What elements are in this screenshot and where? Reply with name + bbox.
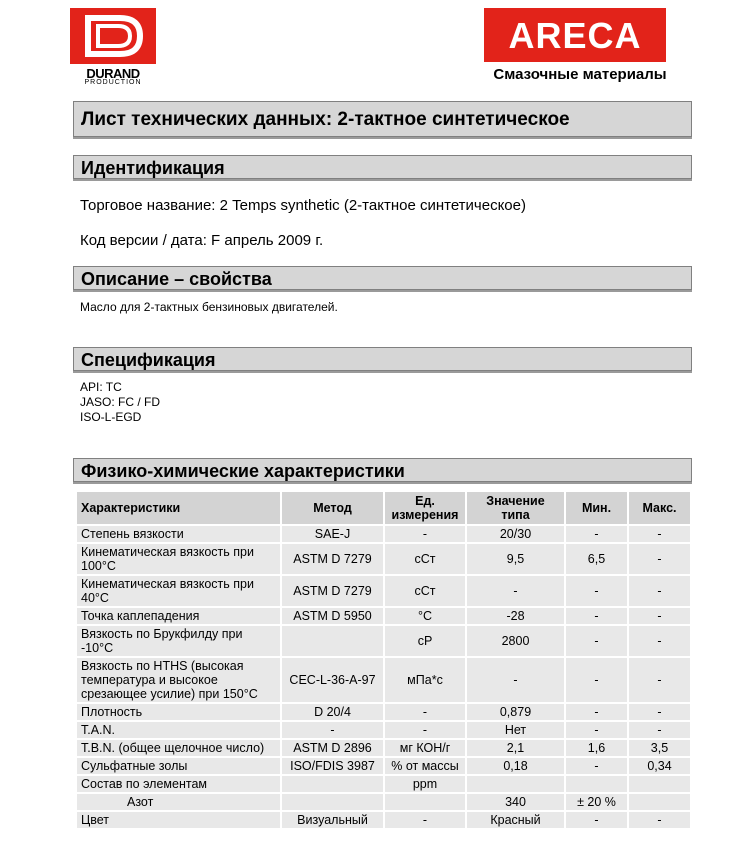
table-cell: Вязкость по Брукфилду при -10°C	[76, 625, 281, 657]
table-cell: Красный	[466, 811, 565, 829]
table-cell: Нет	[466, 721, 565, 739]
table-cell: Кинематическая вязкость при 40°C	[76, 575, 281, 607]
table-cell: -	[565, 607, 628, 625]
properties-table	[75, 490, 692, 830]
table-cell: 340	[466, 793, 565, 811]
table-cell: 9,5	[466, 543, 565, 575]
table-cell: ASTM D 2896	[281, 739, 384, 757]
page-title: Лист технических данных: 2-тактное синтетическое	[73, 101, 692, 137]
table-cell: -	[628, 703, 691, 721]
col-header: Характеристики	[76, 491, 281, 525]
spec-line: ISO-L-EGD	[80, 410, 142, 424]
table-cell: D 20/4	[281, 703, 384, 721]
table-cell: 6,5	[565, 543, 628, 575]
description-text: Масло для 2-тактных бензиновых двигателей.	[80, 300, 338, 314]
table-cell: ± 20 %	[565, 793, 628, 811]
table-cell: -	[628, 525, 691, 543]
table-cell: Вязкость по HTHS (высокая температура и высокое срезающее усилие) при 150°C	[76, 657, 281, 703]
table-cell: -	[628, 607, 691, 625]
table-cell: ISO/FDIS 3987	[281, 757, 384, 775]
table-cell	[565, 775, 628, 793]
table-row	[76, 657, 691, 703]
table-cell	[384, 793, 466, 811]
table-cell: -	[384, 703, 466, 721]
durand-wordmark: DURAND	[86, 66, 140, 81]
table-cell: сСт	[384, 575, 466, 607]
table-cell: ppm	[384, 775, 466, 793]
table-cell: 2,1	[466, 739, 565, 757]
table-cell: Визуальный	[281, 811, 384, 829]
table-cell: -	[384, 525, 466, 543]
table-cell: Состав по элементам	[76, 775, 281, 793]
table-cell: -	[565, 575, 628, 607]
table-cell: 0,34	[628, 757, 691, 775]
table-cell: -	[628, 657, 691, 703]
table-cell: Азот	[76, 793, 281, 811]
table-cell: -	[628, 721, 691, 739]
table-row	[76, 575, 691, 607]
table-row	[76, 607, 691, 625]
table-cell: 2800	[466, 625, 565, 657]
col-header: Макс.	[628, 491, 691, 525]
table-cell	[281, 625, 384, 657]
table-cell: -	[384, 721, 466, 739]
table-cell: -	[628, 543, 691, 575]
table-cell	[628, 793, 691, 811]
col-header: Значение типа	[466, 491, 565, 525]
table-cell: -	[565, 811, 628, 829]
durand-subtitle: PRODUCTION	[84, 79, 142, 86]
areca-wordmark: ARECA	[508, 15, 642, 56]
table-cell: сСт	[384, 543, 466, 575]
table-row	[76, 543, 691, 575]
spec-line: JASO: FC / FD	[80, 395, 161, 409]
table-cell: ASTM D 5950	[281, 607, 384, 625]
table-cell: мПа*с	[384, 657, 466, 703]
table-cell: 20/30	[466, 525, 565, 543]
table-row	[76, 739, 691, 757]
table-cell: 0,879	[466, 703, 565, 721]
table-cell	[466, 775, 565, 793]
table-cell: 3,5	[628, 739, 691, 757]
col-header: Мин.	[565, 491, 628, 525]
table-cell: Кинематическая вязкость при 100°C	[76, 543, 281, 575]
table-cell: 1,6	[565, 739, 628, 757]
table-row	[76, 793, 691, 811]
durand-emblem	[70, 8, 156, 64]
table-cell: SAE-J	[281, 525, 384, 543]
table-row	[76, 757, 691, 775]
trade-name: Торговое название: 2 Temps synthetic (2-тактное синтетическое)	[80, 197, 526, 214]
table-cell: -	[281, 721, 384, 739]
table-cell: -	[628, 811, 691, 829]
table-row	[76, 811, 691, 829]
table-cell: -	[565, 721, 628, 739]
durand-logo	[70, 8, 156, 86]
table-row	[76, 525, 691, 543]
table-cell: Плотность	[76, 703, 281, 721]
table-cell: Степень вязкости	[76, 525, 281, 543]
table-cell: ASTM D 7279	[281, 575, 384, 607]
table-cell: °C	[384, 607, 466, 625]
table-cell: мг КОН/г	[384, 739, 466, 757]
table-cell: -	[565, 657, 628, 703]
table-cell: CEC-L-36-A-97	[281, 657, 384, 703]
table-row	[76, 703, 691, 721]
col-header: Метод	[281, 491, 384, 525]
table-cell: -	[565, 757, 628, 775]
specification-heading: Спецификация	[73, 347, 692, 371]
table-cell: % от массы	[384, 757, 466, 775]
table-row	[76, 625, 691, 657]
table-cell: Цвет	[76, 811, 281, 829]
table-cell: -	[565, 625, 628, 657]
table-cell: -	[466, 575, 565, 607]
table-cell: T.A.N.	[76, 721, 281, 739]
spec-line: API: TC	[80, 380, 122, 394]
col-header: Ед. измерения	[384, 491, 466, 525]
table-cell	[628, 775, 691, 793]
areca-logo	[484, 8, 666, 62]
table-cell: -	[384, 811, 466, 829]
table-row	[76, 775, 691, 793]
table-cell: Точка каплепадения	[76, 607, 281, 625]
table-row	[76, 721, 691, 739]
version-code: Код версии / дата: F апрель 2009 г.	[80, 232, 324, 249]
table-cell: -	[565, 525, 628, 543]
table-header-row	[76, 491, 691, 525]
table-cell	[281, 793, 384, 811]
table-cell: Сульфатные золы	[76, 757, 281, 775]
tagline: Смазочные материалы	[493, 66, 667, 83]
table-cell: T.B.N. (общее щелочное число)	[76, 739, 281, 757]
table-cell: -	[466, 657, 565, 703]
table-cell: ASTM D 7279	[281, 543, 384, 575]
identification-heading: Идентификация	[73, 155, 692, 179]
description-heading: Описание – свойства	[73, 266, 692, 290]
table-cell: -	[628, 575, 691, 607]
table-cell: -	[565, 703, 628, 721]
table-cell: -	[628, 625, 691, 657]
table-cell: -28	[466, 607, 565, 625]
table-cell	[281, 775, 384, 793]
table-cell: cP	[384, 625, 466, 657]
table-cell: 0,18	[466, 757, 565, 775]
physchem-heading: Физико-химические характеристики	[73, 458, 692, 482]
